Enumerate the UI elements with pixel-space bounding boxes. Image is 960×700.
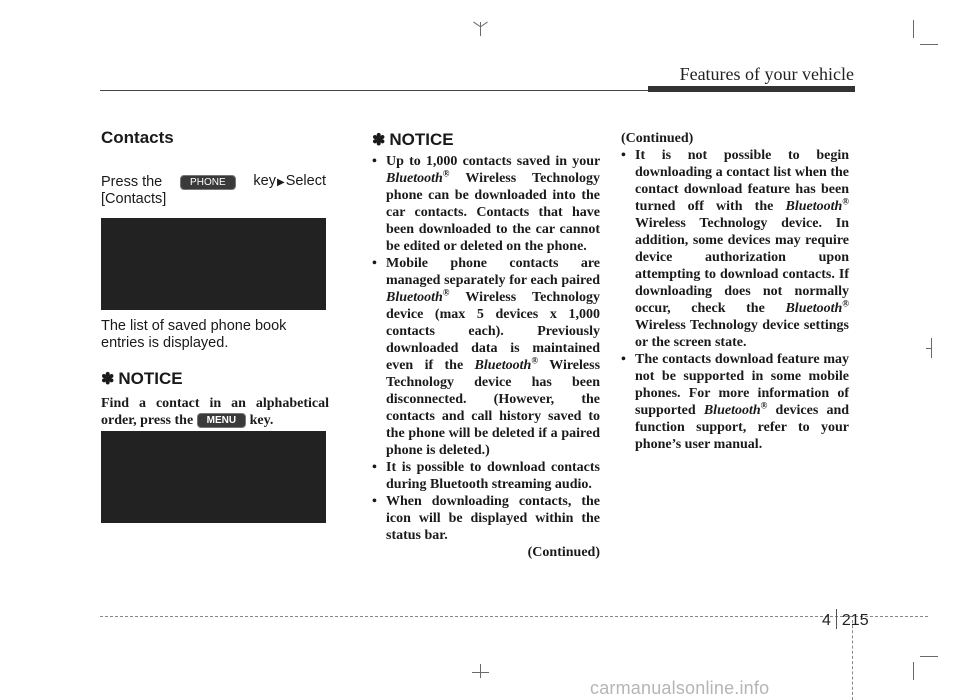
list-item <box>372 255 600 459</box>
contacts-title: Contacts <box>101 128 174 147</box>
bluetooth-text: Bluetooth <box>785 301 843 316</box>
contacts-screen-image <box>101 218 326 310</box>
notice-star-icon: ✽ <box>372 132 386 149</box>
registered-mark: ® <box>442 287 450 298</box>
registered-mark: ® <box>842 298 849 309</box>
watermark: carmanualsonline.info <box>590 678 770 698</box>
list-item <box>372 153 600 255</box>
list-item <box>621 147 849 351</box>
page-number <box>822 609 869 630</box>
middle-continued: (Continued) <box>527 545 600 560</box>
right-notice-body <box>621 130 849 453</box>
crop-mark-top-right-h <box>920 44 938 45</box>
list-description: The list of saved phone book entries is displayed. <box>101 318 287 351</box>
footer-rule <box>100 616 928 617</box>
right-continued: (Continued) <box>621 131 694 146</box>
text-segment: Up to 1,000 contacts saved in your <box>386 154 600 169</box>
text-segment: Wireless Technology phone can be downloaded into the car contacts. Contacts that have been downloaded to the car cannot be edited or deleted on the phone. <box>386 171 600 254</box>
text-segment: Wireless Technology device has been disconnected. (However, the contacts and call history saved to the phone will be deleted if a paired phone is deleted.) <box>386 358 601 458</box>
list-item: • It is possible to download contacts during Bluetooth streaming audio. <box>372 459 600 493</box>
arrow-icon: ▶ <box>276 177 285 188</box>
registered-mark: ® <box>442 168 450 179</box>
page-value: 215 <box>841 612 869 629</box>
menu-key-badge: MENU <box>197 413 246 428</box>
header-rule-bar <box>648 86 855 92</box>
middle-notice-body <box>372 153 600 561</box>
text-segment: Mobile phone contacts are managed separately for each paired <box>386 256 600 288</box>
list-item <box>621 351 849 453</box>
page-separator <box>836 609 837 629</box>
middle-notice-label: NOTICE <box>389 130 454 149</box>
press-the-text: Press the <box>101 173 163 190</box>
menu-screen-image <box>101 431 326 523</box>
text-segment: devices and function support, refer to your phone’s user manual. <box>635 403 850 452</box>
bluetooth-text: Bluetooth <box>703 403 761 418</box>
crop-mark-bottom-right-v <box>913 662 914 680</box>
registered-mark: ® <box>760 400 768 411</box>
text-segment: The contacts download feature may not be supported in some mobile phones. For more information of supported <box>635 352 849 418</box>
chapter-number: 4 <box>822 612 831 629</box>
text-segment: Wireless Technology device settings or the screen state. <box>635 318 849 350</box>
crop-mark-bottom-right-h <box>920 656 938 657</box>
crop-mark-top-right-arm <box>481 22 488 27</box>
left-notice-label: NOTICE <box>118 369 183 388</box>
crop-mark-bottom-h <box>472 672 489 673</box>
notice-pre-text: Find a contact in an alphabetical order, press the <box>101 396 329 428</box>
registered-mark: ® <box>842 196 850 207</box>
key-select-text <box>253 173 326 191</box>
phone-key-badge: PHONE <box>180 175 236 190</box>
press-instruction <box>101 173 326 208</box>
left-notice-body <box>101 395 329 429</box>
bluetooth-text: Bluetooth <box>785 199 843 214</box>
text-segment: It is not possible to begin downloading a contact list when the contact download feature has been turned off with the <box>635 148 849 214</box>
registered-mark: ® <box>531 355 539 366</box>
middle-notice-title <box>372 130 454 150</box>
notice-post-text: key. <box>249 413 274 428</box>
footer-vertical-rule <box>852 620 853 700</box>
bluetooth-text: Bluetooth <box>386 290 443 305</box>
header-title: Features of your vehicle <box>679 64 854 84</box>
text-segment: Wireless Technology device. In addition, some devices may require device authorization upon attempting to download contacts. If downloading does not normally occur, check the <box>635 216 849 316</box>
crop-mark-bottom <box>480 664 481 678</box>
select-text: Select <box>285 173 326 189</box>
crop-mark-top-right-v <box>913 20 914 38</box>
middle-notice-list <box>372 153 600 544</box>
right-notice-list <box>621 147 849 453</box>
text-segment: Wireless Technology device (max 5 devices x 1,000 contacts each). Previously downloaded data is maintained even if the <box>386 290 600 373</box>
header-rule <box>100 90 650 91</box>
crop-mark-top <box>480 22 481 36</box>
left-notice-title <box>101 369 183 389</box>
key-text: key <box>253 173 276 189</box>
notice-star-icon: ✽ <box>101 371 115 388</box>
crop-mark-right-h <box>926 348 932 349</box>
list-item: • When downloading contacts, the icon will be displayed within the status bar. <box>372 493 600 544</box>
bluetooth-text: Bluetooth <box>474 358 532 373</box>
contacts-bracket-text: [Contacts] <box>101 191 167 207</box>
bluetooth-text: Bluetooth <box>386 171 443 186</box>
